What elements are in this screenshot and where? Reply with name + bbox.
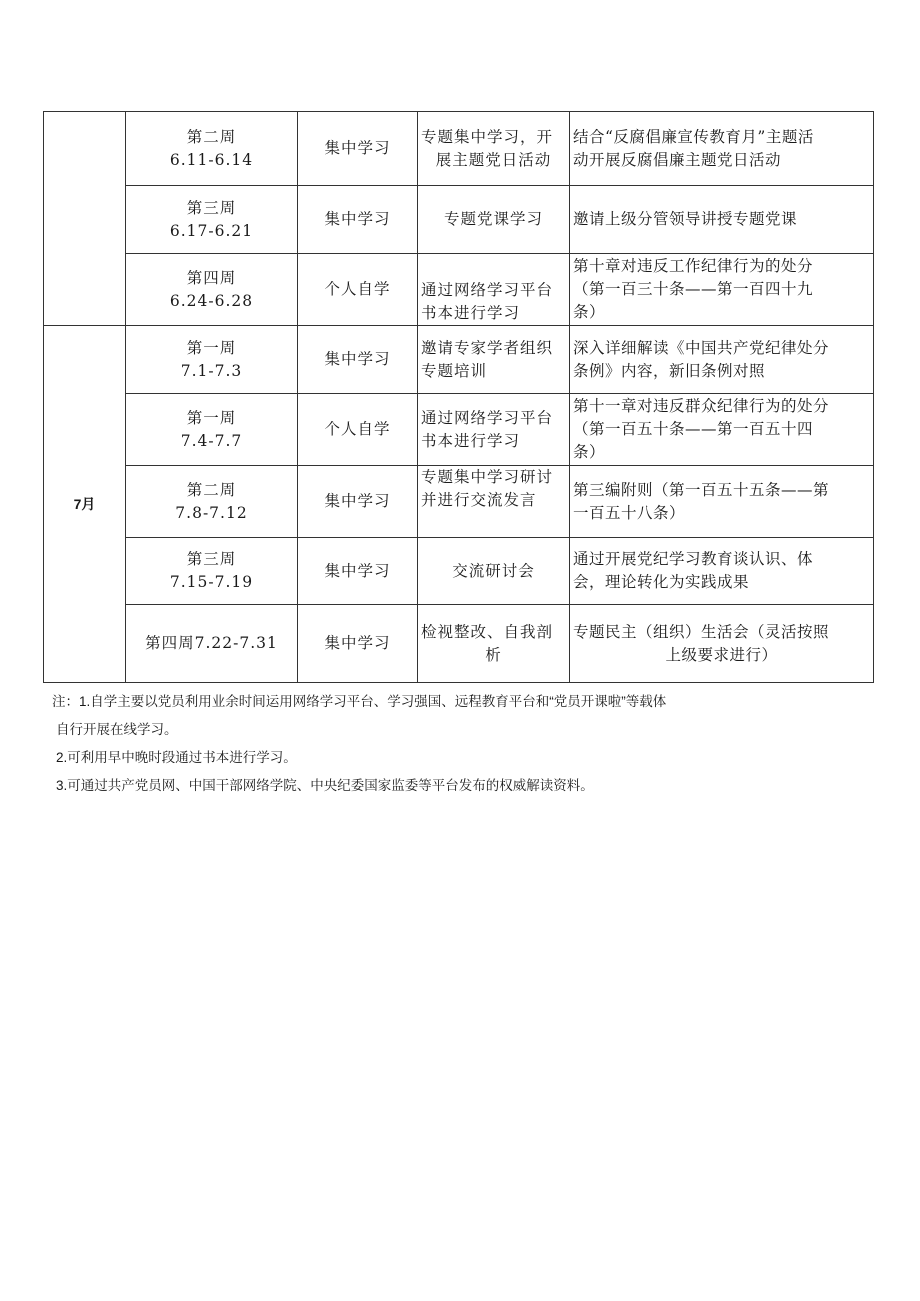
form-cell: 集中学习: [298, 112, 418, 186]
table-row: [44, 112, 874, 186]
table-row: [44, 605, 874, 683]
content-cell: 第十章对违反工作纪律行为的处分 （第一百三十条——第一百四十九 条）: [570, 254, 874, 326]
content-cell: 邀请上级分管领导讲授专题党课: [570, 186, 874, 254]
form-cell: 集中学习: [298, 538, 418, 605]
method-cell: 专题集中学习研讨 并进行交流发言: [418, 466, 570, 538]
content-cell: 通过开展党纪学习教育谈认识、体 会，理论转化为实践成果: [570, 538, 874, 605]
form-cell: 集中学习: [298, 326, 418, 394]
note-line-1: 注：1.自学主要以党员利用业余时间运用网络学习平台、学习强国、远程教育平台和“党员开课啦”等载体: [52, 694, 667, 709]
content-cell: 第三编附则（第一百五十五条——第 一百五十八条）: [570, 466, 874, 538]
month-cell-june: [44, 112, 126, 326]
method-cell: 邀请专家学者组织 专题培训: [418, 326, 570, 394]
content-cell: 深入详细解读《中国共产党纪律处分 条例》内容，新旧条例对照: [570, 326, 874, 394]
study-schedule-table: [43, 111, 874, 683]
form-cell: 集中学习: [298, 466, 418, 538]
week-cell: 第二周 6.11-6.14: [126, 112, 298, 186]
form-cell: 个人自学: [298, 394, 418, 466]
method-cell: 专题党课学习: [418, 186, 570, 254]
note-line-3: 3.可通过共产党员网、中国干部网络学院、中央纪委国家监委等平台发布的权威解读资料。: [56, 778, 594, 793]
table-row: [44, 394, 874, 466]
method-cell: 交流研讨会: [418, 538, 570, 605]
table-row: [44, 186, 874, 254]
month-cell-july: 7月: [44, 326, 126, 683]
form-cell: 集中学习: [298, 186, 418, 254]
table-row: [44, 254, 874, 326]
notes-section: [52, 688, 872, 800]
week-cell: 第一周 7.4-7.7: [126, 394, 298, 466]
note-line-1-continued: 自行开展在线学习。: [56, 722, 178, 737]
table-row: [44, 538, 874, 605]
note-line-2: 2.可利用早中晚时段通过书本进行学习。: [56, 750, 297, 765]
method-cell: 通过网络学习平台 书本进行学习: [418, 394, 570, 466]
method-cell: 检视整改、自我剖 析: [418, 605, 570, 683]
content-cell: 结合“反腐倡廉宣传教育月”主题活 动开展反腐倡廉主题党日活动: [570, 112, 874, 186]
method-cell: 专题集中学习，开 展主题党日活动: [418, 112, 570, 186]
week-cell: 第一周 7.1-7.3: [126, 326, 298, 394]
form-cell: 个人自学: [298, 254, 418, 326]
week-cell: 第三周 6.17-6.21: [126, 186, 298, 254]
content-cell: 第十一章对违反群众纪律行为的处分 （第一百五十条——第一百五十四 条）: [570, 394, 874, 466]
week-cell: 第四周7.22-7.31: [126, 605, 298, 683]
table-row: [44, 466, 874, 538]
method-cell: 通过网络学习平台 书本进行学习: [418, 254, 570, 326]
week-cell: 第三周 7.15-7.19: [126, 538, 298, 605]
form-cell: 集中学习: [298, 605, 418, 683]
table-row: [44, 326, 874, 394]
content-cell: 专题民主（组织）生活会（灵活按照 上级要求进行）: [570, 605, 874, 683]
week-cell: 第二周 7.8-7.12: [126, 466, 298, 538]
week-cell: 第四周 6.24-6.28: [126, 254, 298, 326]
